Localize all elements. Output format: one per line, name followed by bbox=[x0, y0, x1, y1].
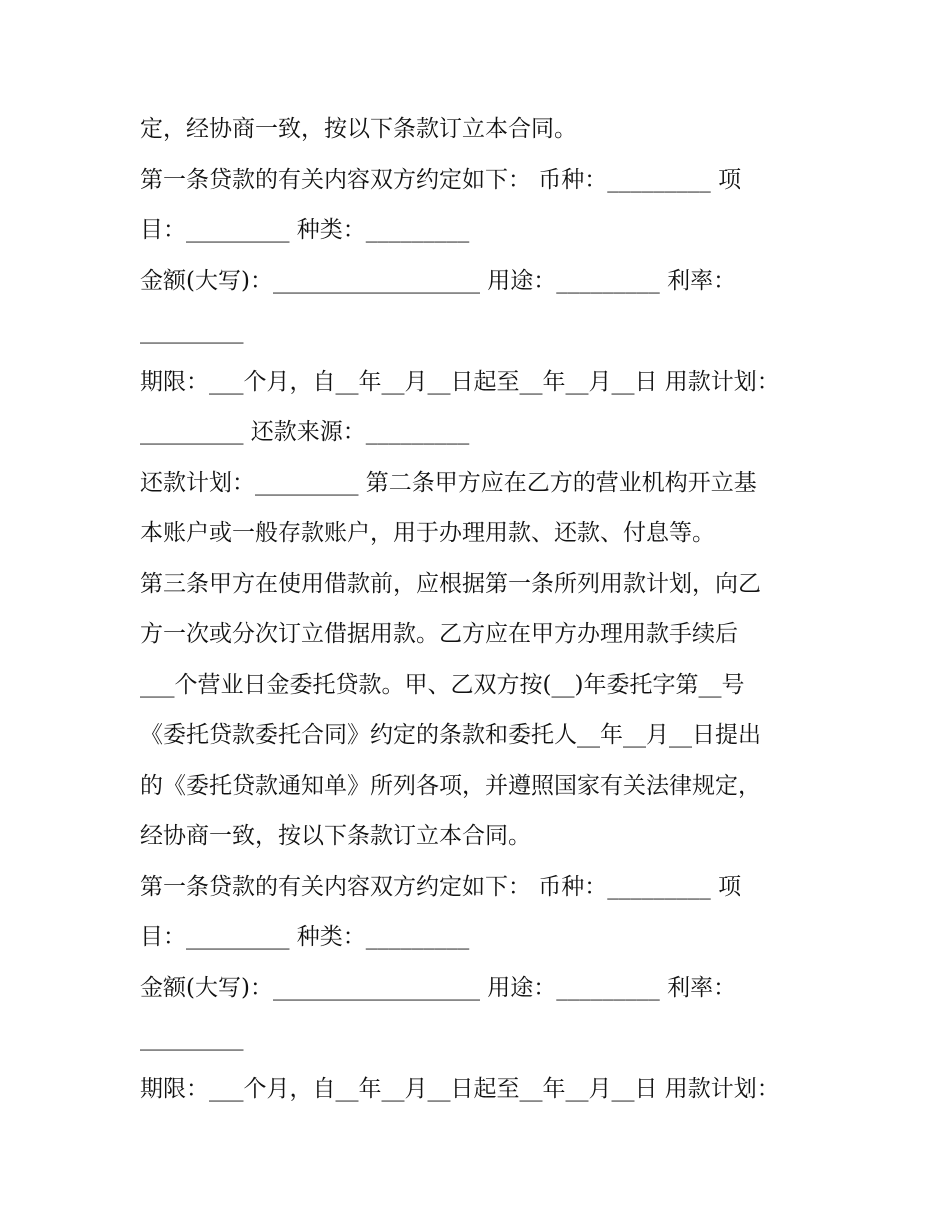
text-line: 还款计划：_________ 第二条甲方应在乙方的营业机构开立基 bbox=[140, 469, 757, 496]
text-line: 第一条贷款的有关内容双方约定如下： 币种：_________ 项 bbox=[140, 873, 742, 900]
text-line: 本账户或一般存款账户，用于办理用款、还款、付息等。 bbox=[140, 520, 715, 546]
text-line: 第三条甲方在使用借款前，应根据第一条所列用款计划，向乙 bbox=[140, 570, 761, 597]
text-line: 目：_________ 种类：_________ bbox=[140, 924, 470, 950]
text-line: 金额(大写)：__________________ 用途：_________ 利率： bbox=[140, 974, 737, 1001]
text-line: 《委托贷款委托合同》约定的条款和委托人__年__月__日提出 bbox=[140, 722, 761, 748]
text-line: 金额(大写)：__________________ 用途：_________ 利率： bbox=[140, 267, 737, 294]
text-line: _________ bbox=[140, 1025, 244, 1051]
text-line: 目：_________ 种类：_________ bbox=[140, 217, 470, 243]
text-line: 的《委托贷款通知单》所列各项，并遵照国家有关法律规定， bbox=[140, 772, 761, 799]
text-line: 第一条贷款的有关内容双方约定如下： 币种：_________ 项 bbox=[140, 166, 742, 193]
contract-body bbox=[140, 104, 840, 1114]
text-line: ___个营业日金委托贷款。甲、乙双方按(__)年委托字第__号 bbox=[140, 671, 745, 698]
text-line: _________ bbox=[140, 318, 244, 344]
text-line: 方一次或分次订立借据用款。乙方应在甲方办理用款手续后 bbox=[140, 621, 738, 647]
text-line: 定，经协商一致，按以下条款订立本合同。 bbox=[140, 116, 577, 142]
text-line: 经协商一致，按以下条款订立本合同。 bbox=[140, 823, 531, 849]
text-line: 期限：___个月，自__年__月__日起至__年__月__日 用款计划： bbox=[140, 368, 780, 395]
text-line: 期限：___个月，自__年__月__日起至__年__月__日 用款计划： bbox=[140, 1075, 780, 1102]
text-line: _________ 还款来源：_________ bbox=[140, 419, 470, 445]
